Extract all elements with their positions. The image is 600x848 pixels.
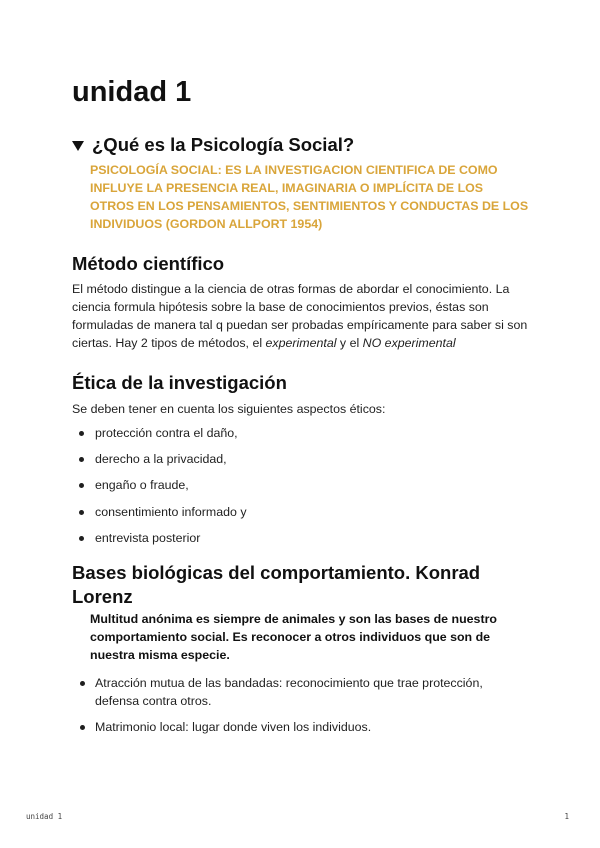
bullet-icon <box>79 536 84 541</box>
bullet-icon <box>79 510 84 515</box>
etica-list <box>72 424 247 555</box>
definition-text: PSICOLOGÍA SOCIAL: ES LA INVESTIGACION CIENTIFICA DE COMO INFLUYE LA PRESENCIA REAL, IMAGINARIA O IMPLÍCITA DE LOS OTROS EN LOS PENSAMIENTOS, SENTIMIENTOS Y CONDUCTAS DE LOS INDIVIDUOS (GORDON ALLPORT 1954) <box>90 163 529 231</box>
metodo-em-experimental: experimental <box>265 336 337 350</box>
list-item <box>72 503 247 521</box>
bullet-icon <box>79 431 84 436</box>
metodo-em-no-experimental: NO experimental <box>362 336 456 350</box>
list-item <box>72 674 492 710</box>
list-item <box>72 718 492 736</box>
bullet-icon <box>80 725 85 730</box>
metodo-text-main: El método distingue a la ciencia de otras formas de abordar el conocimiento. La ciencia formula hipótesis sobre la base de conocimientos previos, éstas son formuladas de manera tal q puedan ser probadas empíricamente para saber si son ciertas. Hay 2 tipos de métodos, el <box>72 282 528 350</box>
page-title: unidad 1 <box>72 76 192 108</box>
list-item-text: entrevista posterior <box>95 530 201 545</box>
toggle-triangle-icon[interactable] <box>72 141 84 151</box>
list-item <box>72 476 247 494</box>
etica-intro: Se deben tener en cuenta los siguientes aspectos éticos: <box>72 402 386 416</box>
list-item <box>72 529 247 547</box>
metodo-paragraph <box>72 280 532 352</box>
bullet-icon <box>79 457 84 462</box>
heading-etica: Ética de la investigación <box>72 372 287 393</box>
toggle-block[interactable] <box>72 133 354 157</box>
list-item <box>72 424 247 442</box>
footer-title: unidad 1 <box>26 812 63 821</box>
heading-metodo-cientifico: Método científico <box>72 253 225 274</box>
bases-quote: Multitud anónima es siempre de animales y son las bases de nuestro comportamiento social. Es reconocer a otros individuos que son de nuestra misma especie. <box>90 612 497 662</box>
list-item-text: Matrimonio local: lugar donde viven los individuos. <box>95 720 372 734</box>
list-item <box>72 450 247 468</box>
list-item-text: Atracción mutua de las bandadas: reconocimiento que trae protección, defensa contra otros. <box>95 676 483 708</box>
list-item-text: consentimiento informado y <box>95 504 247 519</box>
list-item-text: engaño o fraude, <box>95 478 189 493</box>
metodo-text-mid: y el <box>336 336 363 350</box>
toggle-heading: ¿Qué es la Psicología Social? <box>92 134 355 155</box>
bullet-icon <box>79 483 84 488</box>
bullet-icon <box>80 681 85 686</box>
heading-bases-biologicas: Bases biológicas del comportamiento. Konrad Lorenz <box>72 562 481 607</box>
footer-page-number: 1 <box>564 812 569 821</box>
list-item-text: derecho a la privacidad, <box>95 452 227 467</box>
list-item-text: protección contra el daño, <box>95 426 238 440</box>
bases-list <box>72 674 492 744</box>
